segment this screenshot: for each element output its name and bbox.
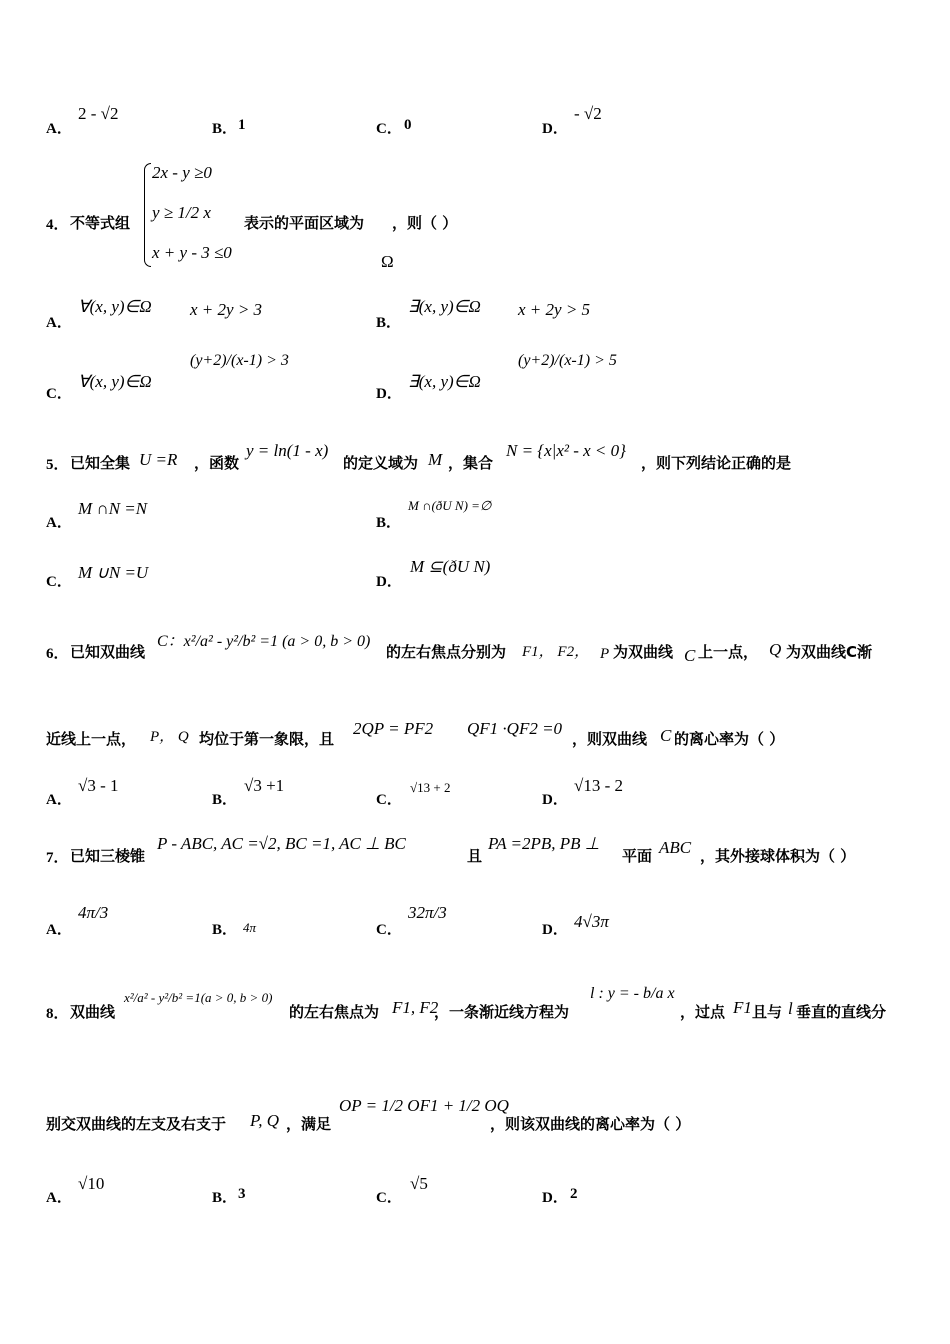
q6-line2-text-a: 近线上一点，: [46, 730, 137, 748]
q5-option-c-label: C．: [46, 574, 72, 590]
q5-text-4: ，集合: [448, 454, 494, 472]
q6-option-b-value: √3 +1: [244, 776, 285, 795]
q6-curve: C：x²/a² - y²/b² =1 (a > 0, b > 0): [157, 633, 371, 650]
q7-text-3: 平面: [622, 847, 653, 865]
q4-option-b-label: B．: [376, 315, 402, 331]
q8-option-a-label: A．: [46, 1190, 72, 1206]
q5-option-d-label: D．: [376, 574, 402, 590]
q6-foci: F1， F2，: [522, 644, 590, 660]
q6-line2-curve-c: C: [660, 726, 672, 745]
q5-set-m: M: [428, 450, 443, 469]
q8-line2-text-c: ，则该双曲线的离心率为（ ）: [490, 1115, 691, 1133]
q4-option-c-label: C．: [46, 386, 72, 402]
q5-text-1: 已知全集: [70, 454, 131, 472]
q6-curve-c: C: [684, 646, 696, 665]
q8-line2-text-a: 别交双曲线的左支及右支于: [46, 1115, 227, 1133]
q5-number: 5．: [46, 457, 69, 473]
q7-option-c-label: C．: [376, 922, 402, 938]
q4-option-a-condition: x + 2y > 3: [190, 300, 263, 319]
q8-option-a-value: √10: [78, 1174, 105, 1193]
q6-point-q: Q: [769, 640, 782, 659]
q4-stem-b: 表示的平面区域为: [244, 214, 365, 232]
q5-option-a-label: A．: [46, 515, 72, 531]
q8-text-6: 垂直的直线分: [796, 1003, 887, 1021]
q5-option-b-label: B．: [376, 515, 402, 531]
q8-number: 8．: [46, 1006, 69, 1022]
q7-condition: P - ABC, AC =√2, BC =1, AC ⊥ BC: [157, 834, 406, 853]
q5-option-b-value: M ∩(ðU N) =∅: [408, 498, 492, 513]
q8-text-1: 双曲线: [70, 1003, 116, 1021]
q4-system-line-1: 2x - y ≥0: [152, 163, 212, 182]
q4-stem-a: 不等式组: [70, 214, 131, 232]
q4-option-c-condition: (y+2)/(x-1) > 3: [190, 352, 289, 369]
q4-option-b-condition: x + 2y > 5: [518, 300, 591, 319]
q8-foci: F1, F2: [392, 998, 439, 1017]
q4-number: 4．: [46, 217, 69, 233]
q5-option-c-value: M ∪N =U: [78, 563, 149, 582]
q7-option-a-value: 4π/3: [78, 903, 109, 922]
q4-omega: Ω: [381, 252, 394, 271]
q7-option-c-value: 32π/3: [408, 903, 447, 922]
q6-condition-2: QF1 ·QF2 =0: [467, 719, 563, 738]
q6-text-1: 已知双曲线: [70, 643, 146, 661]
q4-option-a-label: A．: [46, 315, 72, 331]
q4-option-a-quantifier: ∀(x, y)∈Ω: [78, 297, 152, 316]
q4-option-d-condition: (y+2)/(x-1) > 5: [518, 352, 617, 369]
q6-option-a-label: A．: [46, 792, 72, 808]
q6-condition-1: 2QP = PF2: [353, 719, 434, 738]
q8-text-4: ，过点: [680, 1003, 726, 1021]
q6-text-4: 上一点，: [698, 643, 759, 661]
q6-line2-text-c: ，则双曲线: [572, 730, 648, 748]
q7-option-d-label: D．: [542, 922, 568, 938]
q3-option-d-label: D．: [542, 121, 568, 137]
q7-option-b-label: B．: [212, 922, 238, 938]
q4-option-c-quantifier: ∀(x, y)∈Ω: [78, 372, 152, 391]
q7-text-4: ，其外接球体积为（ ）: [700, 847, 856, 865]
q8-text-5: 且与: [752, 1003, 783, 1021]
q3-option-b-value: 1: [238, 117, 246, 133]
q8-points-pq: P, Q: [250, 1111, 279, 1130]
q6-option-d-value: √13 - 2: [574, 776, 623, 795]
q6-text-3: 为双曲线: [613, 643, 674, 661]
q7-plane: ABC: [659, 838, 692, 857]
q4-option-d-label: D．: [376, 386, 402, 402]
q6-option-a-value: √3 - 1: [78, 776, 119, 795]
q6-line2-text-b: 均位于第一象限，且: [199, 730, 335, 748]
q8-line-l: l: [788, 999, 793, 1018]
q7-text-2: 且: [467, 847, 483, 865]
q8-asymptote: l : y = - b/a x: [590, 985, 675, 1002]
q6-option-b-label: B．: [212, 792, 238, 808]
q3-option-a-value: 2 - √2: [78, 104, 119, 123]
q7-number: 7．: [46, 850, 69, 866]
q6-option-d-label: D．: [542, 792, 568, 808]
q5-function: y = ln(1 - x): [246, 441, 329, 460]
q4-stem-c: ，则（ ）: [392, 214, 458, 232]
q6-number: 6．: [46, 646, 69, 662]
q5-text-5: ，则下列结论正确的是: [641, 454, 792, 472]
q5-set-n: N = {x|x² - x < 0}: [506, 441, 626, 460]
q4-system-line-3: x + y - 3 ≤0: [152, 243, 232, 262]
q6-line2-text-d: 的离心率为（ ）: [674, 730, 785, 748]
q6-text-2: 的左右焦点分别为: [386, 643, 507, 661]
q8-f1: F1: [733, 998, 752, 1017]
q5-universal-set: U =R: [139, 450, 178, 469]
q7-text-1: 已知三棱锥: [70, 847, 146, 865]
q4-system-brace: [144, 163, 151, 267]
q8-line2-text-b: ，满足: [286, 1115, 332, 1133]
q8-text-2: 的左右焦点为: [289, 1003, 380, 1021]
q5-option-a-value: M ∩N =N: [78, 499, 148, 518]
q7-option-b-value: 4π: [243, 920, 257, 935]
q4-system-line-2: y ≥ 1/2 x: [152, 203, 211, 222]
q3-option-b-label: B．: [212, 121, 238, 137]
q7-option-a-label: A．: [46, 922, 72, 938]
q4-option-b-quantifier: ∃(x, y)∈Ω: [408, 297, 481, 316]
q8-text-3: ，一条渐近线方程为: [434, 1003, 570, 1021]
q8-option-d-label: D．: [542, 1190, 568, 1206]
q6-text-5: 为双曲线C渐: [786, 643, 873, 661]
q6-option-c-value: √13 + 2: [410, 780, 451, 795]
q8-option-d-value: 2: [570, 1186, 578, 1202]
q3-option-c-value: 0: [404, 117, 412, 133]
q3-option-d-value: - √2: [574, 104, 602, 123]
q7-option-d-value: 4√3π: [574, 912, 609, 931]
q6-point-p: P: [600, 646, 610, 662]
q8-option-c-value: √5: [410, 1174, 428, 1193]
q8-vector-relation: OP = 1/2 OF1 + 1/2 OQ: [339, 1096, 509, 1115]
q8-option-c-label: C．: [376, 1190, 402, 1206]
q8-option-b-label: B．: [212, 1190, 238, 1206]
q4-option-d-quantifier: ∃(x, y)∈Ω: [408, 372, 481, 391]
q5-text-2: ，函数: [194, 454, 240, 472]
q7-condition-2: PA =2PB, PB ⊥: [488, 834, 600, 853]
q6-points-pq: P， Q: [150, 729, 189, 745]
q5-option-d-value: M ⊆(ðU N): [410, 557, 491, 576]
q3-option-a-label: A．: [46, 121, 72, 137]
q8-option-b-value: 3: [238, 1186, 246, 1202]
q5-text-3: 的定义域为: [343, 454, 419, 472]
q6-option-c-label: C．: [376, 792, 402, 808]
q3-option-c-label: C．: [376, 121, 402, 137]
q8-curve: x²/a² - y²/b² =1(a > 0, b > 0): [124, 990, 273, 1005]
